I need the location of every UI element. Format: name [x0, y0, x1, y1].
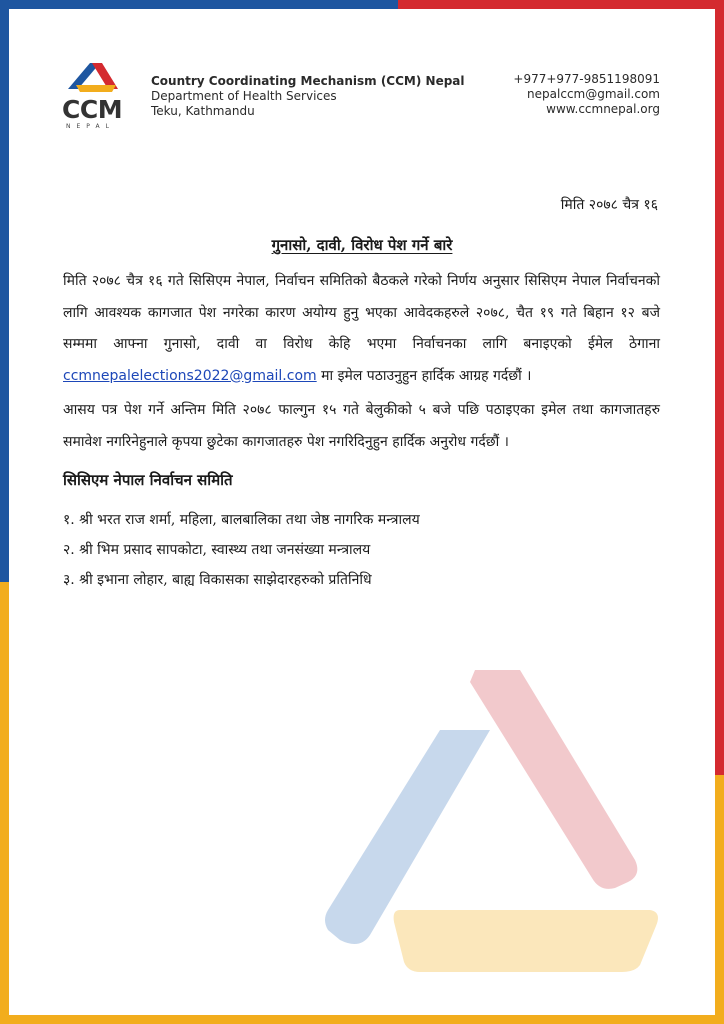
- paragraph-1-text: मिति २०७८ चैत्र १६ गते सिसिएम नेपाल, निर्वाचन समितिको बैठकले गरेको निर्णय अनुसार सिसिएम नेपाल निर्वाचनको लागि आवश्यक कागजात पेश नगरेका कारण अयोग्य हुनु भएका आवेदकहरुले २०७८, चैत १९ गते बिहान १२ बजे सम्ममा आफ्ना गुनासो, दावी वा विरोध केहि भएमा निर्वाचनका लागि बनाइएको ईमेल ठेगाना: [63, 273, 660, 352]
- watermark-logo: [300, 660, 680, 980]
- contact-block: [513, 72, 660, 117]
- org-block: [151, 74, 465, 119]
- paragraph-2: आसय पत्र पेश गर्ने अन्तिम मिति २०७८ फाल्गुन १५ गते बेलुकीको ५ बजे पछि पठाइएका इमेल तथा कागजातहरु समावेश नगरिनेहुनाले कृपया छुटेका कागजातहरु पेश नगरिदिनुहुन हार्दिक अनुरोध गर्दछौं ।: [63, 402, 660, 450]
- contact-phone: +977+977-9851198091: [513, 72, 660, 86]
- logo-text: CCM: [62, 95, 123, 124]
- list-item: १. श्री भरत राज शर्मा, महिला, बालबालिका तथा जेष्ठ नागरिक मन्त्रालय: [63, 512, 420, 528]
- committee-members: [63, 505, 420, 595]
- frame-left-blue: [0, 0, 9, 582]
- paragraph-1: [63, 266, 660, 392]
- election-email-link[interactable]: ccmnepalelections2022@gmail.com: [63, 367, 317, 384]
- org-address: Teku, Kathmandu: [151, 104, 255, 118]
- contact-email: nepalccm@gmail.com: [527, 87, 660, 101]
- letter-subject-text: गुनासो, दावी, विरोध पेश गर्ने बारे: [271, 236, 453, 254]
- frame-right-red: [715, 0, 724, 775]
- frame-bottom-yellow: [0, 1015, 724, 1024]
- list-item: २. श्री भिम प्रसाद सापकोटा, स्वास्थ्य तथा जनसंख्या मन्त्रालय: [63, 542, 371, 558]
- frame-top-blue: [0, 0, 398, 9]
- frame-top-red: [398, 0, 724, 9]
- paragraph-1-end: मा इमेल पठाउनुहुन हार्दिक आग्रह गर्दछौं ।: [321, 367, 532, 384]
- org-name: Country Coordinating Mechanism (CCM) Nepal: [151, 74, 465, 88]
- frame-right-yellow: [715, 775, 724, 1024]
- contact-website: www.ccmnepal.org: [546, 102, 660, 116]
- letter-date: मिति २०७८ चैत्र १६: [560, 197, 658, 213]
- logo-subtext: NEPAL: [66, 123, 115, 130]
- org-department: Department of Health Services: [151, 89, 337, 103]
- list-item: ३. श्री इभाना लोहार, बाह्य विकासका साझेदारहरुको प्रतिनिधि: [63, 572, 372, 588]
- frame-left-yellow: [0, 582, 9, 1024]
- committee-title: सिसिएम नेपाल निर्वाचन समिति: [63, 471, 233, 489]
- letter-subject: [0, 235, 724, 255]
